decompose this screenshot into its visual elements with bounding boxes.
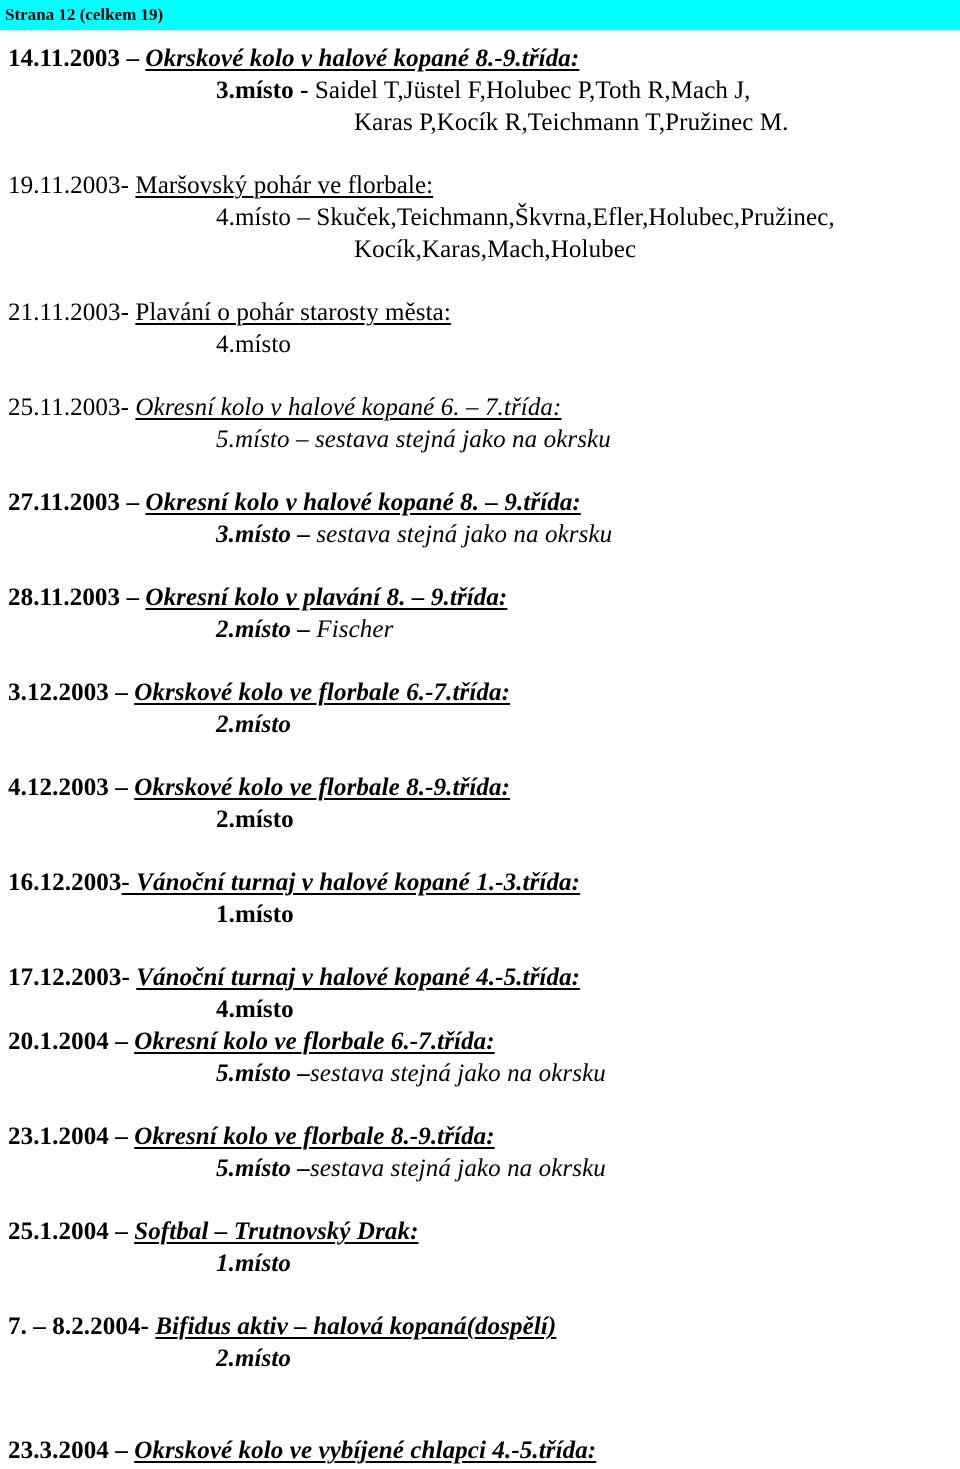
entry-result bbox=[216, 805, 294, 835]
entry-event: Okrskové kolo ve florbale 6.-7.třída: bbox=[134, 679, 511, 706]
entry-line bbox=[8, 1312, 556, 1342]
entry-result bbox=[216, 520, 612, 550]
entry-event: Plavání o pohár starosty města: bbox=[135, 299, 451, 326]
entry-place: 2.místo bbox=[216, 1345, 292, 1372]
entry-result bbox=[216, 1059, 606, 1089]
entry-date: 20.1.2004 – bbox=[8, 1028, 135, 1055]
entry-event: Okresní kolo ve florbale 6.-7.třída: bbox=[134, 1028, 495, 1055]
entry-event: Okresní kolo v halové kopané 6. – 7.třída: bbox=[135, 394, 562, 421]
entry-line bbox=[8, 583, 507, 613]
entry-event: Okresní kolo ve florbale 8.-9.třída: bbox=[134, 1123, 495, 1150]
entry-line bbox=[8, 171, 433, 201]
entry-date: 21.11.2003- bbox=[8, 299, 136, 326]
entry-result bbox=[216, 425, 611, 455]
entry-date: 4.12.2003 – bbox=[8, 774, 135, 801]
entry-place: 4.místo – bbox=[216, 204, 317, 231]
entry-place: 5.místo – bbox=[216, 426, 315, 453]
entry-detail: sestava stejná jako na okrsku bbox=[309, 1155, 606, 1182]
entry-date: 23.3.2004 – bbox=[8, 1437, 135, 1464]
entry-date: 7. – 8.2.2004- bbox=[8, 1313, 156, 1340]
entry-event: Okrskové kolo v halové kopané 8.-9.třída: bbox=[145, 45, 580, 72]
entry-date: 23.1.2004 – bbox=[8, 1123, 135, 1150]
entry-line bbox=[8, 678, 510, 708]
entry-date: 28.11.2003 – bbox=[8, 584, 146, 611]
entry-event: Bifidus aktiv – halová kopaná(dospělí) bbox=[155, 1313, 557, 1340]
entry-result bbox=[216, 615, 393, 645]
page-header-bar bbox=[0, 0, 960, 30]
entry-event: Okrskové kolo ve florbale 8.-9.třída: bbox=[134, 774, 511, 801]
entry-place: 3.místo - bbox=[216, 77, 315, 104]
entry-line bbox=[8, 1122, 495, 1152]
entry-detail-continued: Karas P,Kocík R,Teichmann T,Pružinec M. bbox=[354, 109, 789, 136]
entry-event: Vánoční turnaj v halové kopané 4.-5.třída: bbox=[136, 964, 581, 991]
entry-detail: sestava stejná jako na okrsku bbox=[314, 426, 611, 453]
entry-result bbox=[216, 76, 751, 106]
entry-line bbox=[8, 963, 580, 993]
entry-event: Okresní kolo v halové kopané 8. – 9.třída: bbox=[145, 489, 581, 516]
entry-result bbox=[216, 900, 294, 930]
entry-line bbox=[8, 1217, 419, 1247]
entry-date: 14.11.2003 – bbox=[8, 45, 146, 72]
entry-detail: Skuček,Teichmann,Škvrna,Efler,Holubec,Pružinec, bbox=[316, 204, 835, 231]
entry-place: 3.místo – bbox=[216, 521, 317, 548]
entry-line bbox=[8, 1027, 495, 1057]
entry-line bbox=[8, 1436, 596, 1466]
entry-event: Maršovský pohár ve florbale: bbox=[135, 172, 434, 199]
entry-line bbox=[8, 773, 510, 803]
entry-detail-continued: Kocík,Karas,Mach,Holubec bbox=[354, 236, 637, 263]
entry-line bbox=[8, 393, 561, 423]
entry-place: 1.místo bbox=[216, 901, 294, 928]
entry-place: 4.místo bbox=[216, 996, 294, 1023]
entry-event: - Vánoční turnaj v halové kopané 1.-3.třída: bbox=[121, 869, 581, 896]
entry-result bbox=[216, 330, 291, 360]
entry-event: Okrskové kolo ve vybíjené chlapci 4.-5.třída: bbox=[134, 1437, 597, 1464]
entry-place: 2.místo – bbox=[216, 616, 317, 643]
entry-line bbox=[8, 868, 580, 898]
entry-date: 19.11.2003- bbox=[8, 172, 136, 199]
entry-date: 17.12.2003- bbox=[8, 964, 137, 991]
entry-place: 2.místo bbox=[216, 711, 292, 738]
entry-place: 5.místo – bbox=[216, 1060, 310, 1087]
entry-detail: sestava stejná jako na okrsku bbox=[309, 1060, 606, 1087]
entry-detail: sestava stejná jako na okrsku bbox=[316, 521, 613, 548]
entry-line bbox=[8, 44, 579, 74]
entry-date: 16.12.2003 bbox=[8, 869, 122, 896]
entry-result bbox=[216, 1249, 291, 1279]
entry-date: 25.11.2003- bbox=[8, 394, 136, 421]
entry-place: 4.místo bbox=[216, 331, 292, 358]
entry-detail: Fischer bbox=[316, 616, 394, 643]
entry-date: 25.1.2004 – bbox=[8, 1218, 135, 1245]
entry-result bbox=[216, 1154, 606, 1184]
entry-date: 3.12.2003 – bbox=[8, 679, 135, 706]
page-number-label: Strana 12 (celkem 19) bbox=[5, 5, 164, 24]
entry-date: 27.11.2003 – bbox=[8, 489, 146, 516]
entry-result bbox=[216, 203, 835, 233]
entry-result bbox=[216, 995, 294, 1025]
entry-event: Softbal – Trutnovský Drak: bbox=[134, 1218, 419, 1245]
entry-line bbox=[8, 488, 581, 518]
entry-event: Okresní kolo v plavání 8. – 9.třída: bbox=[145, 584, 508, 611]
entry-line bbox=[8, 298, 451, 328]
entry-result bbox=[216, 1344, 291, 1374]
entry-place: 5.místo – bbox=[216, 1155, 310, 1182]
entry-result bbox=[216, 710, 291, 740]
entry-detail: Saidel T,Jüstel F,Holubec P,Toth R,Mach J, bbox=[314, 77, 751, 104]
entry-place: 2.místo bbox=[216, 806, 294, 833]
entry-place: 1.místo bbox=[216, 1250, 292, 1277]
